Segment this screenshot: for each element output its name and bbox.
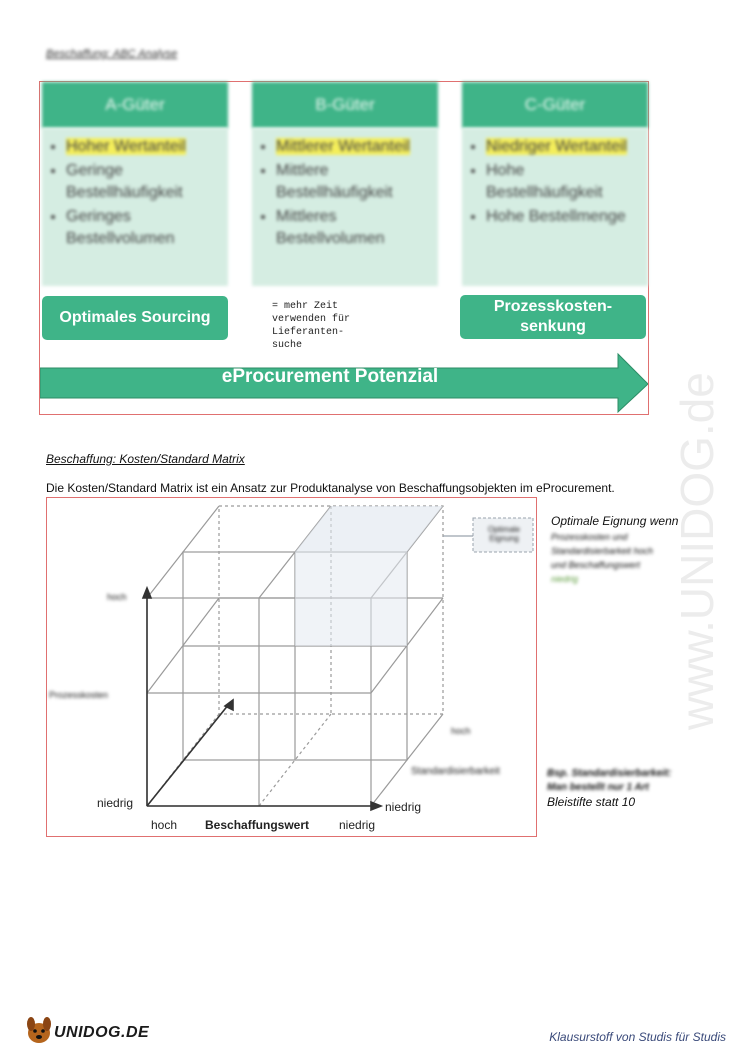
- bullet-item: • Geringe Bestellhäufigkeit: [66, 160, 220, 204]
- watermark: www.UNIDOG.de: [671, 372, 723, 730]
- cost-standard-matrix: [46, 497, 537, 837]
- side-note-line: Man bestellt nur 1 Art: [547, 782, 649, 793]
- side-note-line: Prozesskosten und: [551, 532, 628, 542]
- prozesskosten-box: Prozesskosten- senkung: [460, 295, 646, 339]
- side-note-line: Optimale Eignung wenn: [551, 514, 679, 528]
- optimales-sourcing-box: Optimales Sourcing: [42, 296, 228, 340]
- bullet-item: • Hohe Bestellmenge: [486, 206, 640, 228]
- logo-text: UNIDOG.DE: [54, 1024, 150, 1041]
- y-high-label: hoch: [107, 592, 127, 602]
- matrix-intro-text: Die Kosten/Standard Matrix ist ein Ansatz zur Produktanalyse von Beschaffungsobjekten im eProcurement.: [46, 481, 615, 495]
- bullet-item: • Geringes Bestellvolumen: [66, 206, 220, 250]
- bullet-item: • Hohe Bestellhäufigkeit: [486, 160, 640, 204]
- bullet-item: • Mittleres Bestellvolumen: [276, 206, 430, 250]
- column-b-gueter: [252, 82, 438, 286]
- unidog-logo: [22, 1014, 150, 1053]
- abc-section-title: Beschaffung: ABC Analyse: [46, 48, 178, 60]
- side-note-line: und Beschaffungswert: [551, 560, 641, 570]
- matrix-section-title: Beschaffung: Kosten/Standard Matrix: [46, 452, 245, 466]
- cube-drawing: [47, 498, 536, 836]
- side-note-bottom: [547, 768, 671, 809]
- side-note-line: niedrig: [551, 574, 579, 584]
- column-body: [42, 128, 228, 286]
- side-note-line: Bleistifte statt 10: [547, 795, 636, 809]
- y-axis-label: Prozesskosten: [49, 690, 109, 700]
- column-header: C-Güter: [462, 82, 648, 128]
- bullet-item: Niedriger Wertanteil: [486, 138, 628, 155]
- column-body: [462, 128, 648, 286]
- eprocurement-arrow: [40, 352, 648, 414]
- lieferantensuche-note: = mehr Zeit verwenden für Lieferanten- suche: [272, 301, 351, 351]
- side-note-top: [551, 514, 678, 584]
- side-note-line: Bsp. Standardisierbarkeit:: [547, 768, 672, 779]
- column-body: [252, 128, 438, 286]
- abc-diagram: [39, 81, 649, 415]
- column-header: A-Güter: [42, 82, 228, 128]
- z-high-label: hoch: [451, 726, 471, 736]
- column-header: B-Güter: [252, 82, 438, 128]
- bullet-item: Mittlerer Wertanteil: [276, 138, 410, 155]
- callout-label: Optimale Eignung: [487, 525, 520, 543]
- eprocurement-label: eProcurement Potenzial: [221, 366, 439, 387]
- z-low-label: niedrig: [385, 800, 422, 814]
- z-axis-label: Standardisierbarkeit: [411, 766, 500, 777]
- side-note-line: Standardisierbarkeit hoch: [551, 546, 654, 556]
- column-a-gueter: [42, 82, 228, 286]
- x-high-label: hoch: [151, 818, 178, 832]
- x-axis-label: Beschaffungswert: [205, 818, 310, 832]
- column-c-gueter: [462, 82, 648, 286]
- footer-tagline: Klausurstoff von Studis für Studis: [549, 1030, 726, 1044]
- x-low-label: niedrig: [339, 818, 376, 832]
- dog-icon: [22, 1014, 56, 1048]
- bullet-item: Hoher Wertanteil: [66, 138, 186, 155]
- bullet-item: • Mittlere Bestellhäufigkeit: [276, 160, 430, 204]
- y-low-label: niedrig: [97, 796, 134, 810]
